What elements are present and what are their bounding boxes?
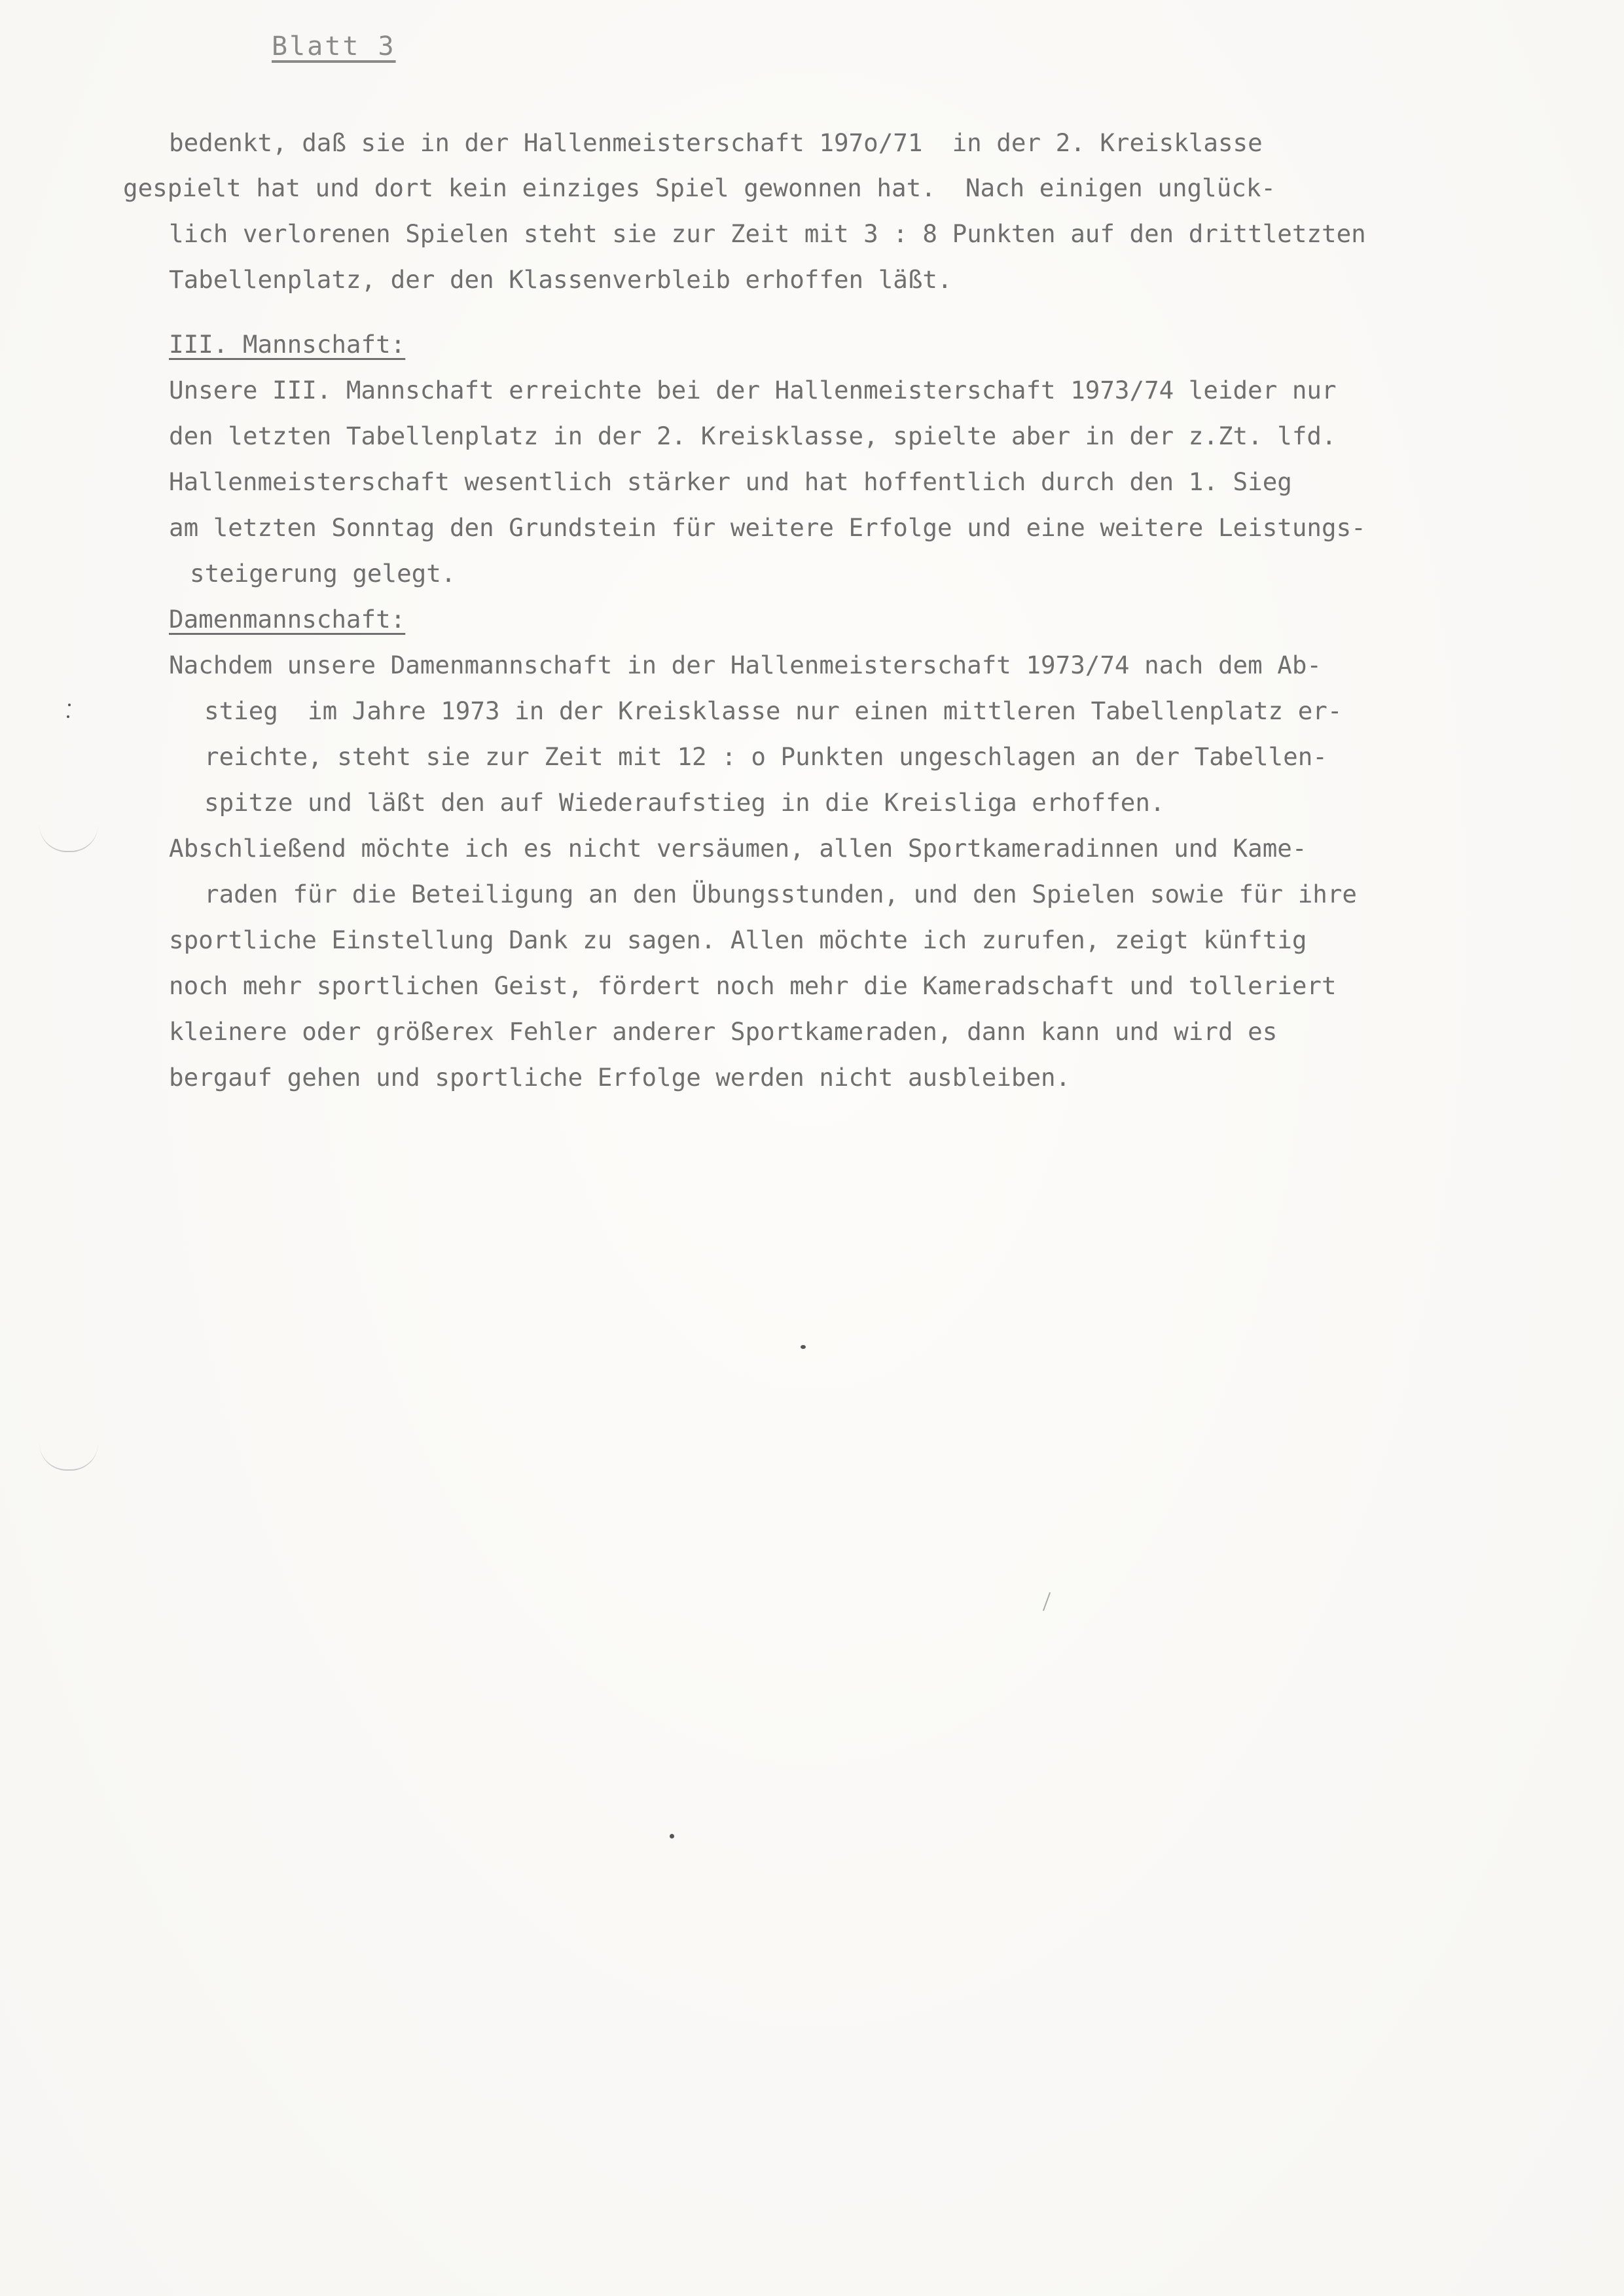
text-line: reichte, steht sie zur Zeit mit 12 : o Punkten ungeschlagen an der Tabellen- <box>204 742 1327 771</box>
text-line: bergauf gehen und sportliche Erfolge werden nicht ausbleiben. <box>169 1063 1071 1092</box>
text-line: Nachdem unsere Damenmannschaft in der Hallenmeisterschaft 1973/74 nach dem Ab- <box>169 651 1322 679</box>
text-line: steigerung gelegt. <box>190 559 456 588</box>
punch-hole-shadow <box>39 1443 98 1471</box>
text-line: stieg im Jahre 1973 in der Kreisklasse nur einen mittleren Tabellenplatz er- <box>204 696 1343 725</box>
text-line: Tabellenplatz, der den Klassenverbleib erhoffen läßt. <box>169 265 952 294</box>
paper-speck <box>670 1834 674 1839</box>
paper-speck <box>67 715 69 718</box>
section-heading-third-team: III. Mannschaft: <box>169 330 406 359</box>
text-line: kleinere oder größerex Fehler anderer Sportkameraden, dann kann und wird es <box>169 1017 1278 1046</box>
text-line: noch mehr sportlichen Geist, fördert noch mehr die Kameradschaft und tolleriert <box>169 971 1337 1000</box>
text-line: sportliche Einstellung Dank zu sagen. Allen möchte ich zurufen, zeigt künftig <box>169 925 1307 954</box>
text-line: Unsere III. Mannschaft erreichte bei der Hallenmeisterschaft 1973/74 leider nur <box>169 376 1337 404</box>
text-line: den letzten Tabellenplatz in der 2. Kreisklasse, spielte aber in der z.Zt. lfd. <box>169 422 1337 450</box>
text-line: Abschließend möchte ich es nicht versäumen, allen Sportkameradinnen und Kame- <box>169 834 1307 863</box>
text-line: raden für die Beteiligung an den Übungsstunden, und den Spielen sowie für ihre <box>204 880 1357 908</box>
text-line: bedenkt, daß sie in der Hallenmeisterschaft 197o/71 in der 2. Kreisklasse <box>169 128 1263 157</box>
page-header: Blatt 3 <box>272 31 396 62</box>
text-line: spitze und läßt den auf Wiederaufstieg in die Kreisliga erhoffen. <box>204 788 1165 817</box>
paper-speck <box>801 1345 806 1349</box>
section-heading-womens-team: Damenmannschaft: <box>169 605 406 634</box>
text-line: Hallenmeisterschaft wesentlich stärker und hat hoffentlich durch den 1. Sieg <box>169 467 1292 496</box>
paper-mark <box>1043 1592 1051 1611</box>
paper-speck <box>68 704 71 706</box>
text-line: lich verlorenen Spielen steht sie zur Zeit mit 3 : 8 Punkten auf den drittletzten <box>169 219 1366 248</box>
text-line: am letzten Sonntag den Grundstein für weitere Erfolge und eine weitere Leistungs- <box>169 513 1366 542</box>
punch-hole-shadow <box>39 825 98 852</box>
text-line: gespielt hat und dort kein einziges Spiel gewonnen hat. Nach einigen unglück- <box>123 173 1276 202</box>
